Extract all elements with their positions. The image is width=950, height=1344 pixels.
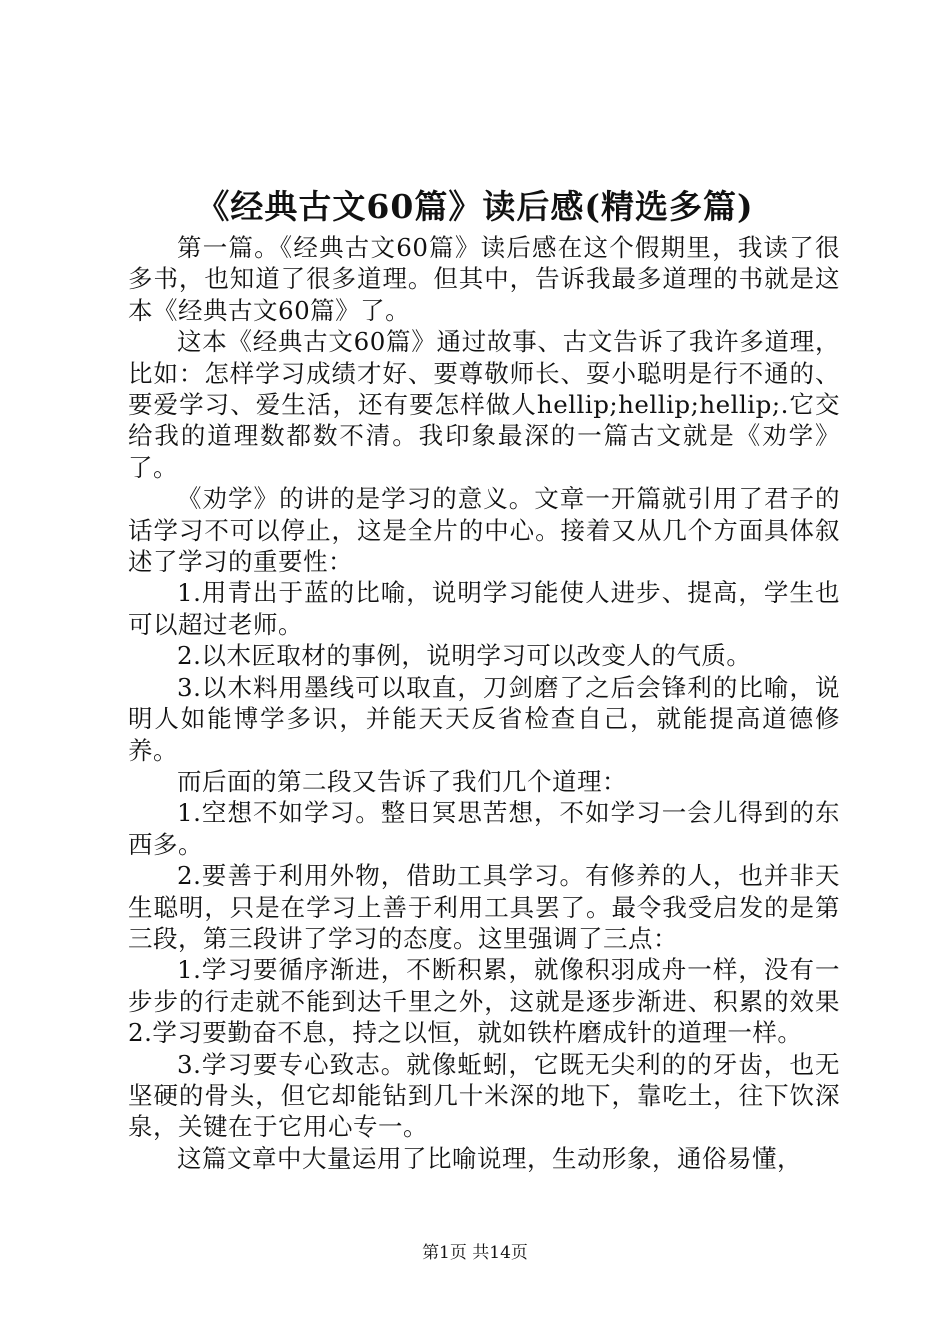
paragraph-7: 而后面的第二段又告诉了我们几个道理： bbox=[177, 766, 627, 796]
paragraph-9: 2.要善于利用外物，借助工具学习。有修养的人，也并非天生聪明，只是在学习上善于利用工具罢了。最令我受启发的是第三段，第三段讲了学习的态度。这里强调了三点： bbox=[128, 861, 840, 953]
paragraph-1: 第一篇。《经典古文60篇》读后感在这个假期里，我读了很多书，也知道了很多道理。但其中，告诉我最多道理的书就是这本《经典古文60篇》了。 bbox=[128, 233, 840, 325]
document-title: 《经典古文60篇》读后感(精选多篇) bbox=[196, 187, 754, 226]
paragraph-12: 这篇文章中大量运用了比喻说理，生动形象，通俗易懂， bbox=[177, 1143, 802, 1173]
paragraph-3: 《劝学》的讲的是学习的意义。文章一开篇就引用了君子的话学习不可以停止，这是全片的中心。接着又从几个方面具体叙述了学习的重要性： bbox=[128, 484, 840, 577]
paragraph-6: 3.以木料用墨线可以取直，刀剑磨了之后会锋利的比喻，说明人如能博学多识，并能天天反省检查自己，就能提高道德修养。 bbox=[128, 672, 840, 765]
paragraph-11: 3.学习要专心致志。就像蚯蚓，它既无尖利的的牙齿，也无坚硬的骨头，但它却能钻到几十米深的地下，靠吃土，往下饮深泉，关键在于它用心专一。 bbox=[128, 1049, 840, 1142]
paragraph-8: 1.空想不如学习。整日冥思苦想，不如学习一会儿得到的东西多。 bbox=[128, 798, 840, 859]
page-footer: 第1页 共14页 bbox=[422, 1243, 528, 1263]
document-body bbox=[128, 232, 840, 1174]
paragraph-4: 1.用青出于蓝的比喻，说明学习能使人进步、提高，学生也可以超过老师。 bbox=[128, 578, 840, 639]
paragraph-10: 1.学习要循序渐进，不断积累，就像积羽成舟一样，没有一步步的行走就不能到达千里之外，这就是逐步渐进、积累的效果2.学习要勤奋不息，持之以恒，就如铁杵磨成针的道理一样。 bbox=[128, 955, 840, 1048]
paragraph-2: 这本《经典古文60篇》通过故事、古文告诉了我许多道理，比如：怎样学习成绩才好、要尊敬师长、耍小聪明是行不通的、要爱学习、爱生活，还有要怎样做人hellip;hellip;hellip;.它交给我的道理数都数不清。我印象最深的一篇古文就是《劝学》了。 bbox=[128, 327, 840, 482]
paragraph-5: 2.以木匠取材的事例，说明学习可以改变人的气质。 bbox=[177, 641, 752, 671]
